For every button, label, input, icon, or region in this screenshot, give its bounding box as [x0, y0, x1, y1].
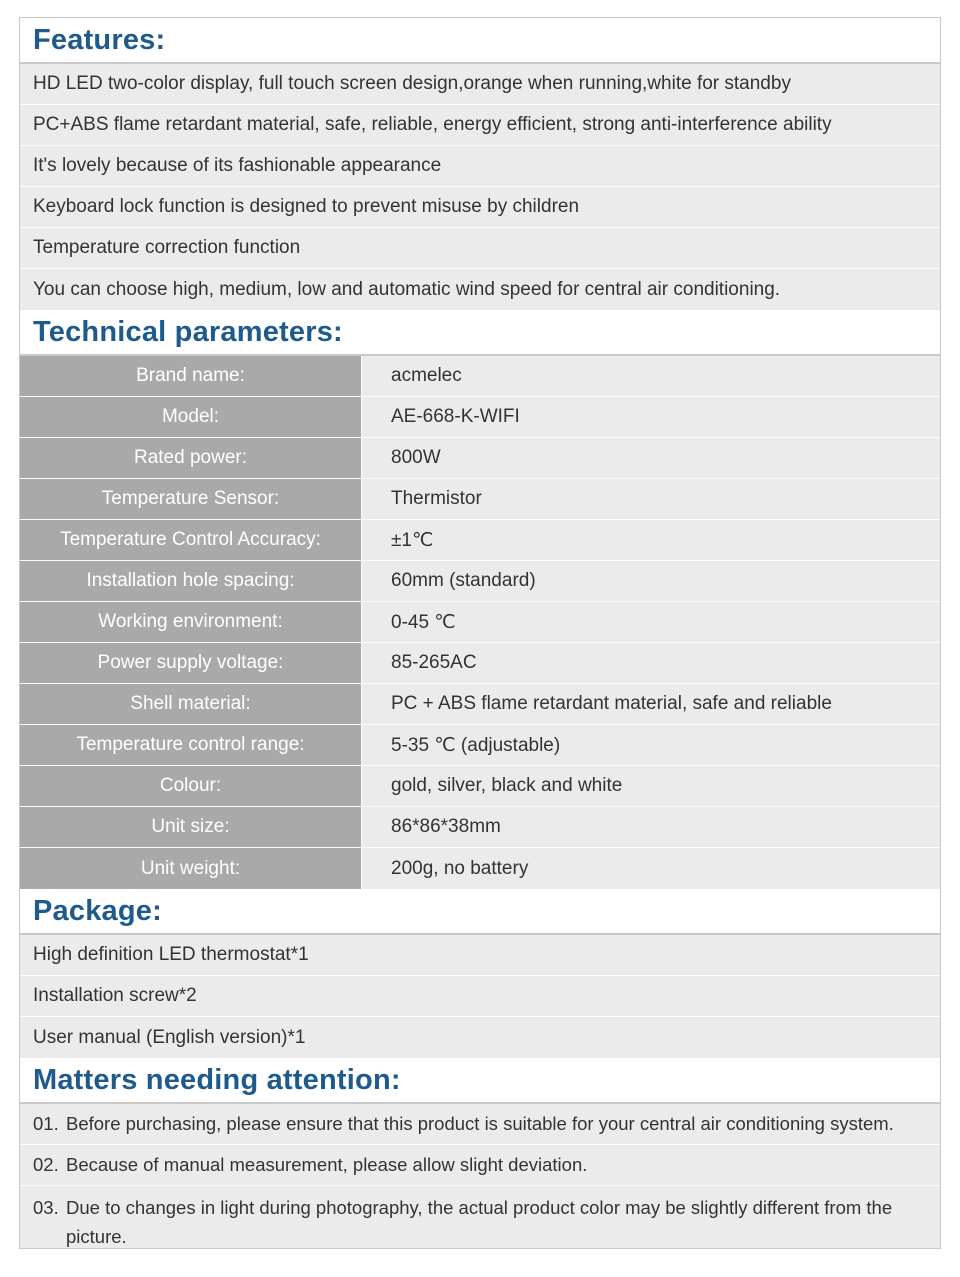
attention-note [20, 1145, 940, 1186]
note-number: 01. [33, 1113, 59, 1134]
param-label: Power supply voltage: [20, 643, 362, 683]
param-label: Temperature Control Accuracy: [20, 520, 362, 560]
param-row-unit-weight [20, 848, 940, 889]
package-item: User manual (English version)*1 [20, 1017, 940, 1058]
param-row-shell-material [20, 684, 940, 725]
param-label: Model: [20, 397, 362, 437]
param-value: Thermistor [362, 479, 940, 519]
note-text: Before purchasing, please ensure that this product is suitable for your central air conditioning system. [66, 1113, 894, 1134]
param-label: Colour: [20, 766, 362, 806]
param-value: 86*86*38mm [362, 807, 940, 847]
param-row-hole-spacing [20, 561, 940, 602]
package-item: High definition LED thermostat*1 [20, 935, 940, 976]
param-row-rated-power [20, 438, 940, 479]
technical-parameters-heading: Technical parameters: [20, 310, 940, 356]
param-row-voltage [20, 643, 940, 684]
param-value: 800W [362, 438, 940, 478]
param-label: Rated power: [20, 438, 362, 478]
note-text: Because of manual measurement, please allow slight deviation. [66, 1154, 588, 1175]
param-value: ±1℃ [362, 520, 940, 560]
param-row-sensor [20, 479, 940, 520]
attention-note [20, 1186, 940, 1248]
feature-item: PC+ABS flame retardant material, safe, reliable, energy efficient, strong anti-interference ability [20, 105, 940, 146]
param-label: Temperature Sensor: [20, 479, 362, 519]
param-label: Unit size: [20, 807, 362, 847]
param-label: Temperature control range: [20, 725, 362, 765]
attention-heading: Matters needing attention: [20, 1058, 940, 1104]
features-heading: Features: [20, 18, 940, 64]
param-label: Shell material: [20, 684, 362, 724]
package-item: Installation screw*2 [20, 976, 940, 1017]
param-label: Unit weight: [20, 848, 362, 889]
feature-item: Temperature correction function [20, 228, 940, 269]
feature-item: Keyboard lock function is designed to prevent misuse by children [20, 187, 940, 228]
param-value: 200g, no battery [362, 848, 940, 889]
package-heading: Package: [20, 889, 940, 935]
param-row-model [20, 397, 940, 438]
param-value: 85-265AC [362, 643, 940, 683]
param-value: gold, silver, black and white [362, 766, 940, 806]
spec-sheet [19, 17, 941, 1249]
param-label: Installation hole spacing: [20, 561, 362, 601]
note-text: Due to changes in light during photography, the actual product color may be slightly different from the picture. [66, 1197, 893, 1247]
param-row-brand [20, 356, 940, 397]
param-value: AE-668-K-WIFI [362, 397, 940, 437]
feature-item: It's lovely because of its fashionable appearance [20, 146, 940, 187]
param-row-environment [20, 602, 940, 643]
param-row-control-range [20, 725, 940, 766]
param-row-colour [20, 766, 940, 807]
param-value: 60mm (standard) [362, 561, 940, 601]
attention-note [20, 1104, 940, 1145]
param-value: PC + ABS flame retardant material, safe and reliable [362, 684, 940, 724]
param-row-accuracy [20, 520, 940, 561]
note-number: 03. [33, 1197, 59, 1218]
param-label: Working environment: [20, 602, 362, 642]
param-value: 5-35 ℃ (adjustable) [362, 725, 940, 765]
note-number: 02. [33, 1154, 59, 1175]
feature-item: You can choose high, medium, low and automatic wind speed for central air conditioning. [20, 269, 940, 310]
param-label: Brand name: [20, 356, 362, 396]
param-value: 0-45 ℃ [362, 602, 940, 642]
feature-item: HD LED two-color display, full touch screen design,orange when running,white for standby [20, 64, 940, 105]
param-row-unit-size [20, 807, 940, 848]
param-value: acmelec [362, 356, 940, 396]
